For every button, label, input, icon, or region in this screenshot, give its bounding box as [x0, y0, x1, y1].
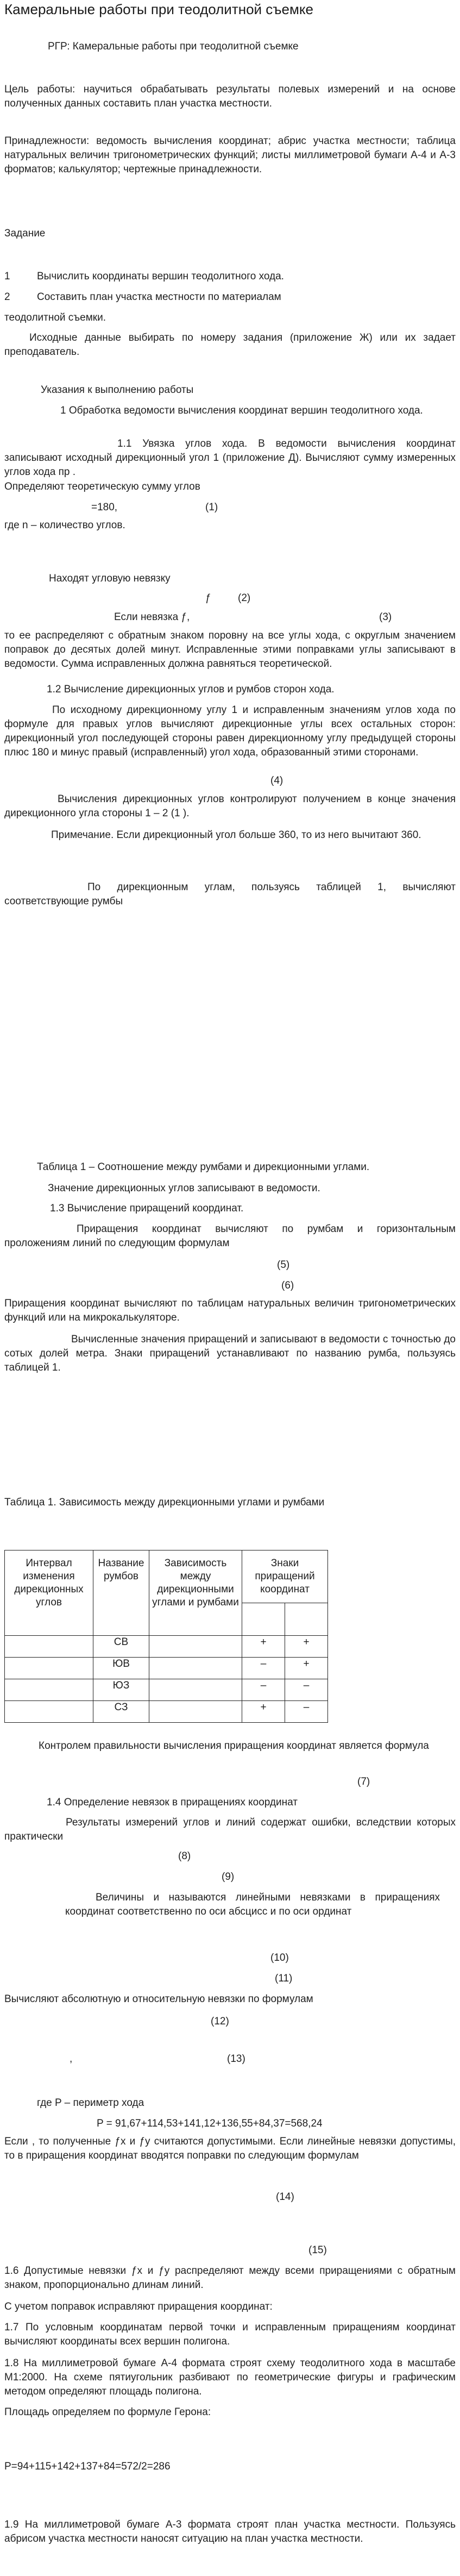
table-row: [5, 1679, 328, 1701]
formula-8-number: (8): [178, 1850, 191, 1862]
table-row: [5, 1636, 328, 1658]
sign-y: –: [285, 1679, 328, 1701]
formula-10-number: (10): [270, 1952, 289, 1964]
formula-7-number: (7): [357, 1776, 370, 1787]
rhumb-name: ЮЗ: [93, 1679, 149, 1701]
task-item-2: Составить план участка местности по материалам: [37, 291, 281, 303]
control-paragraph: Вычисления дирекционных углов контролируют получением в конце значения дирекционного угла стороны 1 – 2 (1 ).: [4, 793, 456, 819]
supplies-paragraph: Принадлежности: ведомость вычисления координат; абрис участка местности; таблица натуральных величин тригонометрических функций; листы миллиметровой бумаги А-4 и А-3 форматов; калькулятор; чертежные принадлежности.: [4, 135, 456, 175]
instructions-heading: Указания к выполнению работы: [41, 384, 194, 396]
source-data-paragraph: Исходные данные выбирать по номеру задания (приложение Ж) или их задает преподаватель.: [4, 332, 456, 358]
formula-2-symbol: ƒ: [205, 592, 211, 604]
abs-rel-text: Вычисляют абсолютную и относительную невязки по формулам: [4, 1993, 313, 2005]
formula-13-number: (13): [227, 2053, 245, 2065]
header-sign-x: [242, 1603, 285, 1636]
section-1-6-continuation: С учетом поправок исправляют приращения координат:: [4, 2301, 273, 2312]
rhumbs-paragraph: По дирекционным углам, пользуясь таблицей 1, вычисляют соответствующие румбы: [4, 881, 456, 907]
perimeter-text: где P – периметр хода: [37, 2097, 144, 2109]
find-misclosure-text: Находят угловую невязку: [49, 573, 171, 584]
formula-15-number: (15): [308, 2244, 327, 2256]
section-1-3-paragraph: Приращения координат вычисляют по румбам и горизонтальным проложениям линий по следующим формулам: [4, 1223, 456, 1249]
header-signs: Знаки приращений координат: [242, 1550, 328, 1603]
formula-2-number: (2): [238, 592, 251, 604]
rhumb-name: ЮВ: [93, 1658, 149, 1679]
header-dependency: Зависимость между дирекционными углами и румбами: [149, 1550, 242, 1636]
sign-y: +: [285, 1636, 328, 1658]
section-1-7-paragraph: 1.7 По условным координатам первой точки и исправленным приращениям координат вычисляют координаты всех вершин полигона.: [4, 2322, 456, 2347]
task-number-2: 2: [4, 291, 10, 303]
section-1-9-paragraph: 1.9 На миллиметровой бумаге А-3 формата строят план участка местности. Пользуясь абрисом участка местности наносят ситуацию на план участка местности.: [4, 2519, 456, 2544]
formula-3-number: (3): [379, 611, 392, 623]
task-number-1: 1: [4, 271, 10, 282]
sign-x: –: [242, 1658, 285, 1679]
permissible-paragraph: Если , то полученные ƒx и ƒy считаются допустимыми. Если линейные невязки допустимы, то в приращения координат вводятся поправки по следующим формулам: [4, 2136, 456, 2161]
sign-y: –: [285, 1701, 328, 1723]
table-1-caption-top: Таблица 1 – Соотношение между румбами и дирекционными углами.: [37, 1161, 370, 1173]
section-1-heading: 1 Обработка ведомости вычисления координат вершин теодолитного хода.: [60, 405, 423, 416]
section-1-2-paragraph: По исходному дирекционному углу 1 и исправленным значениям углов хода по формуле для правых углов вычисляют дирекционные углы всех остальных сторон: дирекционный угол последующей стороны равен дирекционному углу предыдущей стороны плюс 180 и минус правый (исправленный) угол хода, образованный этими сторонами.: [4, 704, 456, 758]
rhumb-table: [4, 1550, 328, 1723]
formula-4-number: (4): [270, 775, 283, 786]
increments-record-paragraph: Вычисленные значения приращений и записывают в ведомости с точностью до сотых долей метра. Знаки приращений устанавливают по названию румба, пользуясь таблицей 1.: [4, 1334, 456, 1373]
section-1-4-heading: 1.4 Определение невязок в приращениях координат: [47, 1797, 298, 1808]
control-increments-paragraph: Контролем правильности вычисления приращения координат является формула: [39, 1740, 429, 1752]
task-item-2-continuation: теодолитной съемки.: [4, 312, 106, 323]
distribute-paragraph: то ее распределяют с обратным знаком поровну на все углы хода, с округлым значением поправок до десятых долей минут. Исправленные этими поправками углы записывают в ведомости. Сумма исправленных должна равняться теоретической.: [4, 630, 456, 670]
where-n-text: где n – количество углов.: [4, 520, 125, 531]
increments-calc-paragraph: Приращения координат вычисляют по таблицам натуральных величин тригонометрических функций или на микрокалькуляторе.: [4, 1298, 456, 1323]
formula-11-number: (11): [275, 1973, 293, 1984]
section-1-2-heading: 1.2 Вычисление дирекционных углов и румбов сторон хода.: [47, 684, 335, 695]
formula-5-number: (5): [277, 1259, 290, 1271]
section-1-4-paragraph: Результаты измерений углов и линий содержат ошибки, вследствии которых практически: [4, 1817, 456, 1842]
formula-1-number: (1): [205, 502, 218, 513]
sign-x: +: [242, 1636, 285, 1658]
formula-6-number: (6): [281, 1280, 294, 1291]
sign-x: +: [242, 1701, 285, 1723]
rhumb-values-text: Значение дирекционных углов записывают в ведомости.: [48, 1183, 320, 1194]
header-name: Название румбов: [93, 1550, 149, 1636]
perimeter-value: P = 91,67+114,53+141,12+136,55+84,37=568,24: [97, 2118, 323, 2129]
sign-x: –: [242, 1679, 285, 1701]
section-1-6-paragraph: 1.6 Допустимые невязки ƒx и ƒy распределяют между всеми приращениями с обратным знаком, пропорционально длинам линий.: [4, 2265, 456, 2291]
document-title: Камеральные работы при теодолитной съемке: [4, 1, 314, 17]
rgr-title: РГР: Камеральные работы при теодолитной съемке: [48, 41, 299, 52]
formula-14-number: (14): [276, 2191, 294, 2203]
formula-12-number: (12): [211, 2016, 229, 2027]
task-item-1: Вычислить координаты вершин теодолитного хода.: [37, 271, 284, 282]
task-heading: Задание: [4, 228, 46, 239]
heron-text: Площадь определяем по формуле Герона:: [4, 2406, 211, 2418]
if-misclosure-text: Если невязка ƒ,: [114, 611, 190, 623]
header-interval: Интервал изменения дирекционных углов: [5, 1550, 93, 1636]
header-sign-y: [285, 1603, 328, 1636]
rhumb-name: СВ: [93, 1636, 149, 1658]
note-paragraph: Примечание. Если дирекционный угол больше 360, то из него вычитают 360.: [51, 829, 421, 841]
theoretical-sum-text: Определяют теоретическую сумму углов: [4, 481, 200, 492]
formula-13-comma: ,: [70, 2053, 73, 2065]
formula-9-number: (9): [222, 1871, 235, 1883]
section-1-1-paragraph: 1.1 Увязка углов хода. В ведомости вычисления координат записывают исходный дирекционный угол 1 (приложение Д). Вычисляют сумму измеренных углов хода пр .: [4, 438, 456, 478]
perimeter-2-text: P=94+115+142+137+84=572/2=286: [4, 2461, 171, 2472]
table-caption: Таблица 1. Зависимость между дирекционными углами и румбами: [4, 1497, 325, 1508]
section-1-3-heading: 1.3 Вычисление приращений координат.: [50, 1203, 244, 1214]
table-row: [5, 1701, 328, 1723]
purpose-paragraph: Цель работы: научиться обрабатывать результаты полевых измерений и на основе полученных данных составить план участка местности.: [4, 84, 456, 109]
rhumb-name: СЗ: [93, 1701, 149, 1723]
section-1-8-paragraph: 1.8 На миллиметровой бумаге А-4 формата строят схему теодолитного хода в масштабе М1:2000. На схеме пятиугольник разбивают по геометрические фигуры и графическим методом определяют площадь полигона.: [4, 2358, 456, 2397]
sign-y: +: [285, 1658, 328, 1679]
formula-1: =180,: [91, 502, 118, 513]
table-row: [5, 1658, 328, 1679]
linear-misclosure-paragraph: Величины и называются линейными невязками в приращениях координат соответственно по оси абсцисс и по оси ординат: [65, 1892, 440, 1917]
